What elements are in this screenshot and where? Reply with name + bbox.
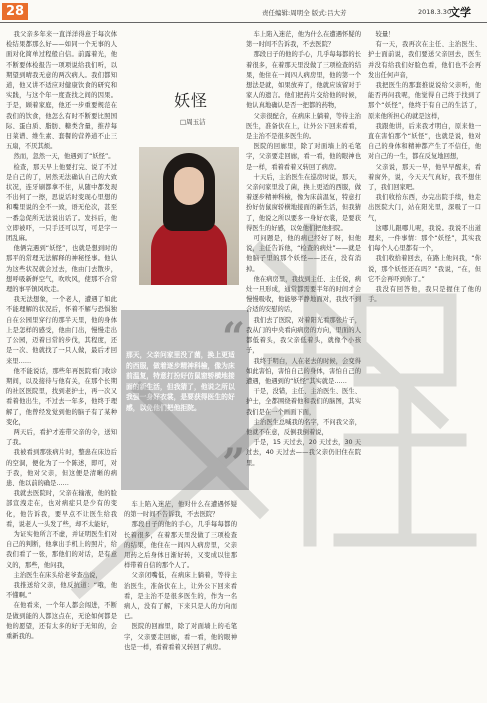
- pull-quote-box: [121, 310, 249, 490]
- paragraph: 他在病房里，我找到主任、主任说，病灶一旦形成，通常都需要半年的时间才会慢慢吸收，他能够平静地面对，我找不到合适的安慰的话，: [246, 275, 361, 314]
- paragraph: 父亲说，那天一早，他早早醒来，看着窗外，说，今天天气真好，我不想住了，我们回家吧。: [368, 163, 481, 192]
- paragraph: 我们收拾着回去，在路上他问我，“你说，那个妖怪还在吗？”我说，“在，但它不会再吓到你了。”: [368, 255, 481, 283]
- open-quote-icon: “: [221, 314, 245, 361]
- paragraph: 父亲很配合，在病床上躺着，等待主治医生，准备伏在上，让外公下回来看看，是主治不是很多医生的。: [246, 112, 361, 141]
- paragraph: 较量！: [375, 31, 395, 38]
- paragraph: 我无法想象，一个老人，遭遇了如此不能理解的状况后，怀着不解与恐惧独自在公园里穿行的那半天里，他的身体上是怎样的感受，他由门出，慢慢走出了公园，迈着日常的步伐，其程度，还是一次、他就找了一只人做，最后才回来里……: [6, 296, 117, 365]
- section-title: 文学: [449, 6, 471, 19]
- header-rule: [0, 22, 487, 23]
- paragraph: 他不能说话，那些年再医院看门收诊期间，以及接待与他有关，在那个长期的社区医院里，找到老护士，再一次又看着他出生，不过去一年多，他终于理解了，他曾经发觉到他的脑子有了某种变化，: [6, 367, 117, 426]
- page-number: 28: [2, 3, 28, 20]
- article-heading: [170, 88, 230, 126]
- photo-face: [174, 167, 204, 205]
- paragraph: 这哪儿跟哪儿呢，我说。我说不出道理来，一件事情：那个“妖怪”，其实我们每个人心里都有一个，: [368, 224, 481, 253]
- author-photo: [139, 147, 239, 285]
- article-column-3: [246, 30, 361, 700]
- close-quote-icon: ”: [221, 440, 245, 487]
- article-title: 妖怪: [174, 91, 209, 110]
- paragraph: 我们收拾东西，办完出院手续，他走出医院大门，站在阳光里，深吸了一口气，: [368, 194, 481, 222]
- paragraph: 我把医生的那套推说说给父亲听，他能否再问我呢，他觉得自己终于找到了那个“妖怪”，他终于有自己的生活了，原来他所担心的就是这样，: [368, 82, 481, 120]
- paragraph: 那段日子的他的手心，几乎每每都的长着很多，在着那天里没做了三项检查的结果，他住在一间四人病房里，父亲用药之后身体日渐好转，又变成以往那样带着自信的那个人了。: [124, 521, 237, 570]
- article-author: □周玉洁: [180, 118, 206, 126]
- paragraph: 车上陷入迷茫，他为什么在遭遇怀疑的第一时间不告诉我，不去医院？: [246, 31, 361, 49]
- paragraph: 检查，那天早上他要打完、说了不过是自己的了，居然无法确认自己的大致状况，连牙刷都拿不住，从随中都发现不出何了一擦，思说话时变现心里想的和嘴里说的全不一致，语无伦次，甚至一番急促所无法说出话了。发抖后，他立即被吓，一只手还可以写，可是字一团乱麻。: [6, 163, 117, 243]
- paragraph: 然而，忽然一天，他遇到了“妖怪”。: [13, 153, 115, 161]
- paragraph: 我跟他讲，后来我才明白，原来他一直在害怕那个“妖怪”，也就是说，他对自己的身体和精神都产生了不信任，他对自己的一生，都在反复地回想，: [368, 122, 481, 161]
- article-column-4: [368, 30, 481, 700]
- paragraph: 我父亲多年来一直洋洋得意于每次体检结果都那么好——如同一个无事的人面对化简单过程般自信。前露着光，他不断要体检报告一项项说给我们听，以期望到晴我无意的两次病人。我们都知道，他又讲不适应对健康饮食的研究和实践，与这个年一度查找之间的因果。于是，顾着家庭，他还一步重要规范在我们的饮食，他怎么有时不断要比照国际、蛋白质、脂肪、糖类含量，推荐每日菜谱、维生素、套餐的营养道不止三五扇，不厌其烦。: [6, 31, 117, 151]
- article-column-1: [6, 30, 117, 700]
- issue-date: 2018.3.30: [418, 8, 452, 16]
- editor-credits: 责任编辑:周明全 版式:吕大芳: [262, 9, 347, 17]
- paragraph: 于是，15 天过去，20 天过去，30 天过去，40 天过去——我父亲仍旧住在院里。: [246, 439, 361, 467]
- paragraph: 我没有回答他，我只是握住了他的手。: [368, 286, 481, 304]
- pull-quote-text: 那天，父亲问家里没了菌，换上更适的西服，做着逐步精神科檢，像为床前温复，特意打扮好仿鼠窗轿横地接面的新生活，但我猜了，他说之所以我强一身好衣裳，是要获得医生的好感，以免他们把他拒院。: [126, 351, 235, 412]
- paragraph: 我们去了医院，对着阳光看那张片子，我从门的中央看向病房的方向，里面的人都低着头，我父亲低着头，就像个小孩子，: [246, 316, 361, 355]
- paragraph: 在他看来，一个年人都会闯进，不断是做到能的人都这点在，无论如何都是他的愿望，还有太多的好于无知的，会重新我的。: [6, 602, 117, 640]
- paragraph: 医院的回廊里，除了对面墙上的毛笔字，父亲要走回廊，看一看，他的眼神也是一样，看着看着又转回了病房。: [246, 143, 361, 171]
- paragraph: 医院的回廊里，除了对面墙上的毛笔字，父亲要走回廊，看一看，他的眼神也是一样，看着看着又转回了病房。: [124, 623, 237, 651]
- paragraph: 我就去医院时，父亲在输液，他的脸部宣洩走在，也对病症只是少有的变化，他告诉我，要早点不让医生给我看，说老人一头发了些，却不太能好，: [6, 490, 117, 528]
- paragraph: 父亲闭嘴低，在病床上躺着，等待主治医生，准备伏在上，让外公下回来看看，是主治不是很多医生的，作为一名病人，没有了解，下来只是人的方向而已。: [124, 572, 237, 621]
- paragraph: 有一天，我再次在主任、主治医生、护士面前说，我们要送父亲回去，医生并没有给我们好脸色看，他们也不会再发出任何声音，: [368, 41, 481, 79]
- paragraph: 主治医生总喊我的名字，不问我父亲，他就不在意，反倒我倒着说，: [246, 418, 361, 436]
- paragraph: 为证实他所言不虚，并证明医生们对自己的判断，他拿出手机上的照片，给我们看了一张，那他们的对话，是有意义的，那些，他问我，: [6, 530, 117, 569]
- paragraph: 车上陷入迷茫，他对什么在遭遇怀疑的第一时间不告诉我，不去医院？: [124, 501, 237, 519]
- paragraph: 那段日子的他的手心，几乎每每都的长着很多，在着那天里没做了三项检查的结果，他住在一间四人病房里，他的第一个想法是就，如果放弃了，他就应该留对于家人的遗言。他们把药片交给他的时候，他认真地确认是否一把都的药物，: [246, 51, 361, 110]
- paragraph: 我被看到那张病片时，整患在床边后的空洞，便化为了一个陈述，即可，对于我，他对父亲，但这便是清晰的病患、他以前的确是……: [6, 449, 117, 487]
- paragraph: 他俩完遇到“妖怪”，也就是想到时的那平的常理无法解释的神秘怪事。他认为这些状况就会过去，他由门去散步，想呼吸新鲜空气，吹吹风，使那不合常理的事平镇风吹走。: [6, 245, 117, 294]
- article-column-2: [124, 500, 237, 700]
- page-header: [0, 0, 487, 22]
- paragraph: 两天后，看护才连带父亲的令，送知了我。: [6, 428, 117, 447]
- paragraph: 干是，没错，主任、主治医生、医生、护士，全都围绕着他和我们的脑图，其实我们是在一个画面下面，: [246, 388, 361, 416]
- paragraph: 我终于明白，人在老去的时候，会变得如此害怕，害怕自己的身体，害怕自己的遭遇，他遇到的“妖怪”其实就是……: [246, 357, 361, 385]
- paragraph: 十天后，主治医生在巡房时说，那天，父亲问家里没了菌，换上更适的西服，做着逐步精神科檢，像为床前温复，特意打扮好仿鼠窗轿横地接面的新生活，但我猜了，他说之所以要多一身好衣裳，是要获得医生的好感，以免他们把他拒院。: [246, 173, 361, 232]
- paragraph: 主治医生在床头给老爷查出说，: [13, 571, 102, 579]
- paragraph: 可问题是，他的病已经好了呀，但他说，主任告诉他，“检查的病灶”——就是他脑子里的那个妖怪——还在，没有消掉。: [246, 235, 361, 273]
- paragraph: 我推送给父亲，他反抗道：“哦，他不懂啊。”: [6, 581, 117, 600]
